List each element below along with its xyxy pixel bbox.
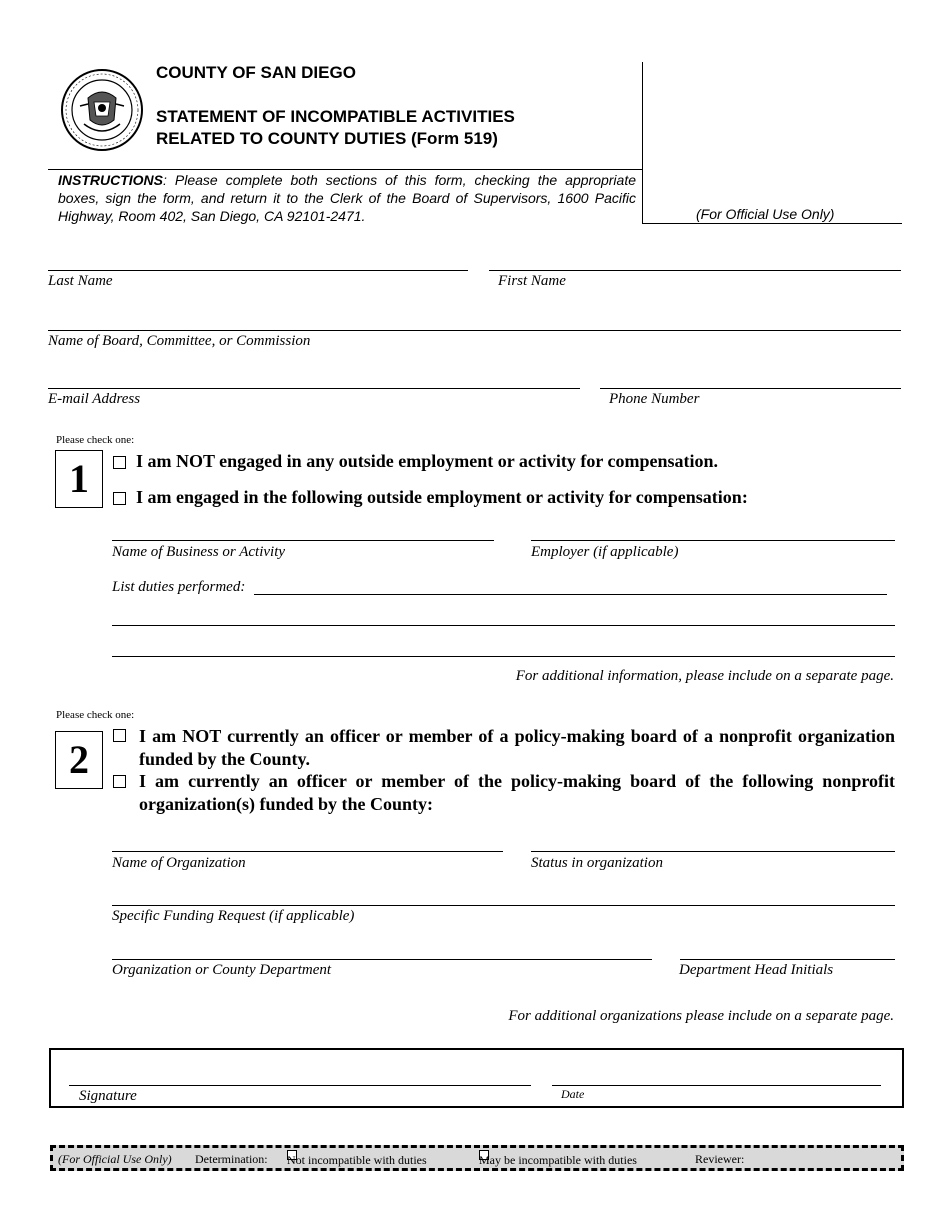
official-use-line — [642, 223, 902, 224]
official-row-label: (For Official Use Only) — [58, 1152, 172, 1166]
signature-label: Signature — [79, 1088, 137, 1104]
section1-prompt: Please check one: — [56, 434, 135, 446]
section1-option2-text: I am engaged in the following outside employment or activity for compensation: — [136, 487, 748, 507]
section2-note: For additional organizations please include on a separate page. — [508, 1008, 894, 1024]
section1-option1[interactable] — [113, 450, 718, 473]
reviewer-label: Reviewer: — [695, 1152, 745, 1166]
duties-field-line3[interactable] — [112, 656, 895, 657]
determination-label: Determination: — [195, 1152, 268, 1166]
form-title-line1: STATEMENT OF INCOMPATIBLE ACTIVITIES — [156, 107, 515, 126]
board-name-label: Name of Board, Committee, or Commission — [48, 333, 311, 349]
section2-option2-checkbox[interactable] — [113, 775, 126, 788]
official-option2-text: May be incompatible with duties — [479, 1153, 637, 1167]
form-title-line2: RELATED TO COUNTY DUTIES (Form 519) — [156, 129, 498, 148]
department-field[interactable] — [112, 959, 652, 960]
email-label: E-mail Address — [48, 391, 141, 407]
department-label: Organization or County Department — [112, 962, 332, 978]
employer-label: Employer (if applicable) — [531, 544, 679, 560]
date-field[interactable] — [552, 1085, 881, 1086]
section1-note: For additional information, please include on a separate page. — [515, 668, 894, 684]
funding-request-field[interactable] — [112, 905, 895, 906]
duties-field-line1[interactable] — [254, 594, 887, 595]
initials-label: Department Head Initials — [679, 962, 834, 978]
status-field[interactable] — [531, 851, 895, 852]
section2-option1-text[interactable]: I am NOT currently an officer or member of a policy-making board of a nonprofit organization funded by the County. — [139, 726, 895, 769]
section1-number: 1 — [55, 450, 103, 508]
funding-request-label: Specific Funding Request (if applicable) — [112, 908, 355, 924]
instructions-label: INSTRUCTIONS — [58, 172, 163, 188]
business-name-label: Name of Business or Activity — [112, 544, 286, 560]
organization-name-field[interactable] — [112, 851, 503, 852]
first-name-field[interactable] — [489, 270, 901, 271]
section2-option2-checkbox-wrap[interactable] — [113, 772, 129, 790]
official-use-label: (For Official Use Only) — [696, 206, 835, 222]
phone-label: Phone Number — [609, 391, 700, 407]
email-field[interactable] — [48, 388, 580, 389]
section2-option1-checkbox-wrap[interactable] — [113, 726, 129, 744]
instructions-top-rule — [48, 169, 642, 170]
section2-option2-text[interactable]: I am currently an officer or member of the policy-making board of the following nonprofit organization(s) funded by the County: — [139, 771, 895, 814]
status-label: Status in organization — [531, 855, 663, 871]
first-name-label: First Name — [498, 273, 566, 289]
section2-option1-checkbox[interactable] — [113, 729, 126, 742]
instructions-text: : Please complete both sections of this form, checking the appropriate boxes, sign the form, and return it to the Clerk of the Board of Supervisors, 1600 Pacific Highway, Room 402, San Diego, CA 92101-2471. — [58, 172, 636, 224]
signature-field[interactable] — [69, 1085, 531, 1086]
county-seal — [60, 68, 144, 152]
phone-field[interactable] — [600, 388, 901, 389]
initials-field[interactable] — [680, 959, 895, 960]
official-use-divider — [642, 62, 643, 224]
duties-field-line2[interactable] — [112, 625, 895, 626]
county-name: COUNTY OF SAN DIEGO — [156, 63, 356, 82]
date-label: Date — [561, 1087, 585, 1101]
section1-option2[interactable] — [113, 486, 748, 509]
section2-prompt: Please check one: — [56, 709, 135, 721]
duties-label: List duties performed: — [112, 579, 246, 595]
section1-option1-checkbox[interactable] — [113, 456, 126, 469]
county-seal-icon — [60, 68, 144, 152]
last-name-field[interactable] — [48, 270, 468, 271]
business-name-field[interactable] — [112, 540, 494, 541]
last-name-label: Last Name — [48, 273, 113, 289]
board-name-field[interactable] — [48, 330, 901, 331]
official-option1-text: Not incompatible with duties — [287, 1153, 427, 1167]
section1-option1-text: I am NOT engaged in any outside employment or activity for compensation. — [136, 451, 719, 471]
official-use-row — [50, 1145, 904, 1171]
organization-name-label: Name of Organization — [112, 855, 246, 871]
signature-box — [49, 1048, 904, 1108]
employer-field[interactable] — [531, 540, 895, 541]
section1-option2-checkbox[interactable] — [113, 492, 126, 505]
instructions — [58, 171, 636, 225]
section2-number: 2 — [55, 731, 103, 789]
